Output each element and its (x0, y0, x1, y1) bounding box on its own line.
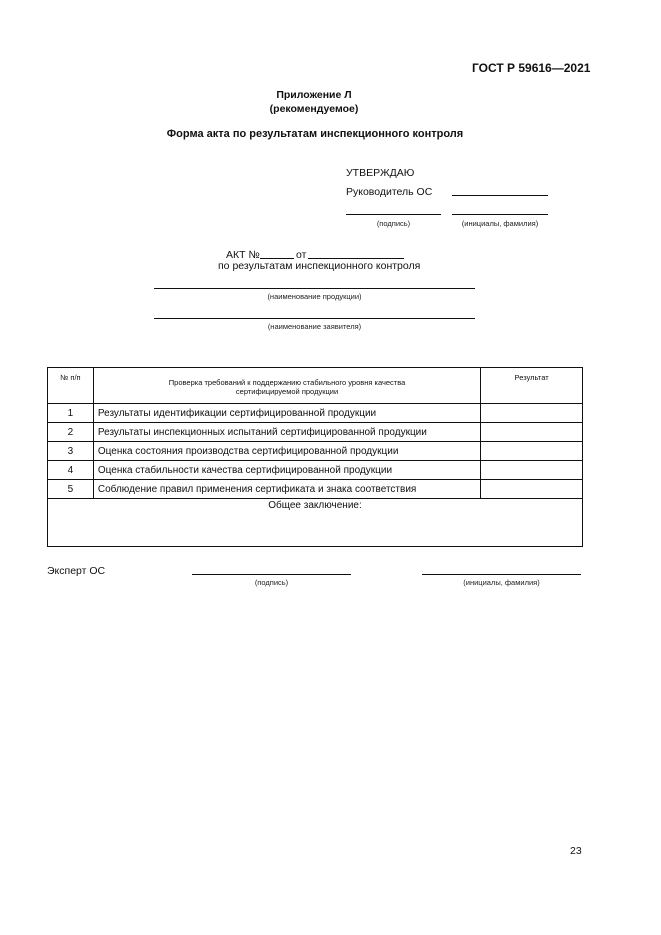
expert-sign-caption: (подпись) (254, 578, 289, 587)
page-number: 23 (570, 845, 582, 857)
row-num: 2 (48, 423, 94, 442)
table-row (48, 480, 583, 499)
act-subtitle: по результатам инспекционного контроля (218, 260, 421, 272)
appendix-title: Приложение Л (276, 89, 352, 101)
row-text: Оценка состояния производства сертифицированной продукции (93, 442, 480, 461)
inspection-table (47, 367, 583, 547)
row-num: 3 (48, 442, 94, 461)
expert-name-caption: (инициалы, фамилия) (463, 578, 540, 587)
table-row (48, 442, 583, 461)
row-text: Соблюдение правил применения сертификата и знака соответствия (93, 480, 480, 499)
row-text: Результаты инспекционных испытаний сертифицированной продукции (93, 423, 480, 442)
standard-number: ГОСТ Р 59616—2021 (472, 61, 591, 75)
act-number-line (260, 258, 294, 259)
row-text: Результаты идентификации сертифицированной продукции (93, 404, 480, 423)
act-date-line (308, 258, 404, 259)
row-result (481, 404, 583, 423)
table-header-row (48, 368, 583, 404)
conclusion-cell: Общее заключение: (48, 499, 583, 547)
row-result (481, 480, 583, 499)
expert-label: Эксперт ОС (47, 565, 106, 577)
approve-role: Руководитель ОС (346, 186, 433, 198)
product-line (154, 288, 475, 289)
applicant-line (154, 318, 475, 319)
approve-sign-line (346, 214, 441, 215)
approve-sign-caption: (подпись) (376, 219, 411, 228)
applicant-caption: (наименование заявителя) (267, 322, 362, 331)
row-result (481, 461, 583, 480)
act-date-label: от (296, 249, 307, 261)
approve-name-line (452, 214, 548, 215)
col-check-header: Проверка требований к поддержанию стабильного уровня качества сертифицируемой продукции (93, 368, 480, 404)
row-num: 4 (48, 461, 94, 480)
row-text: Оценка стабильности качества сертифицированной продукции (93, 461, 480, 480)
row-result (481, 423, 583, 442)
table-row (48, 461, 583, 480)
appendix-note: (рекомендуемое) (269, 103, 359, 115)
table-row (48, 404, 583, 423)
approve-name-caption: (инициалы, фамилия) (461, 219, 539, 228)
conclusion-row (48, 499, 583, 547)
expert-name-line (422, 574, 581, 575)
product-caption: (наименование продукции) (267, 292, 362, 301)
table-row (48, 423, 583, 442)
row-result (481, 442, 583, 461)
row-num: 1 (48, 404, 94, 423)
approve-label: УТВЕРЖДАЮ (346, 167, 415, 179)
act-number-label: АКТ № (226, 249, 260, 261)
approve-role-name-line (452, 195, 548, 196)
expert-sign-line (192, 574, 351, 575)
col-num-header: № п/п (48, 368, 94, 404)
form-title: Форма акта по результатам инспекционного контроля (166, 128, 464, 140)
row-num: 5 (48, 480, 94, 499)
col-result-header: Результат (481, 368, 583, 404)
